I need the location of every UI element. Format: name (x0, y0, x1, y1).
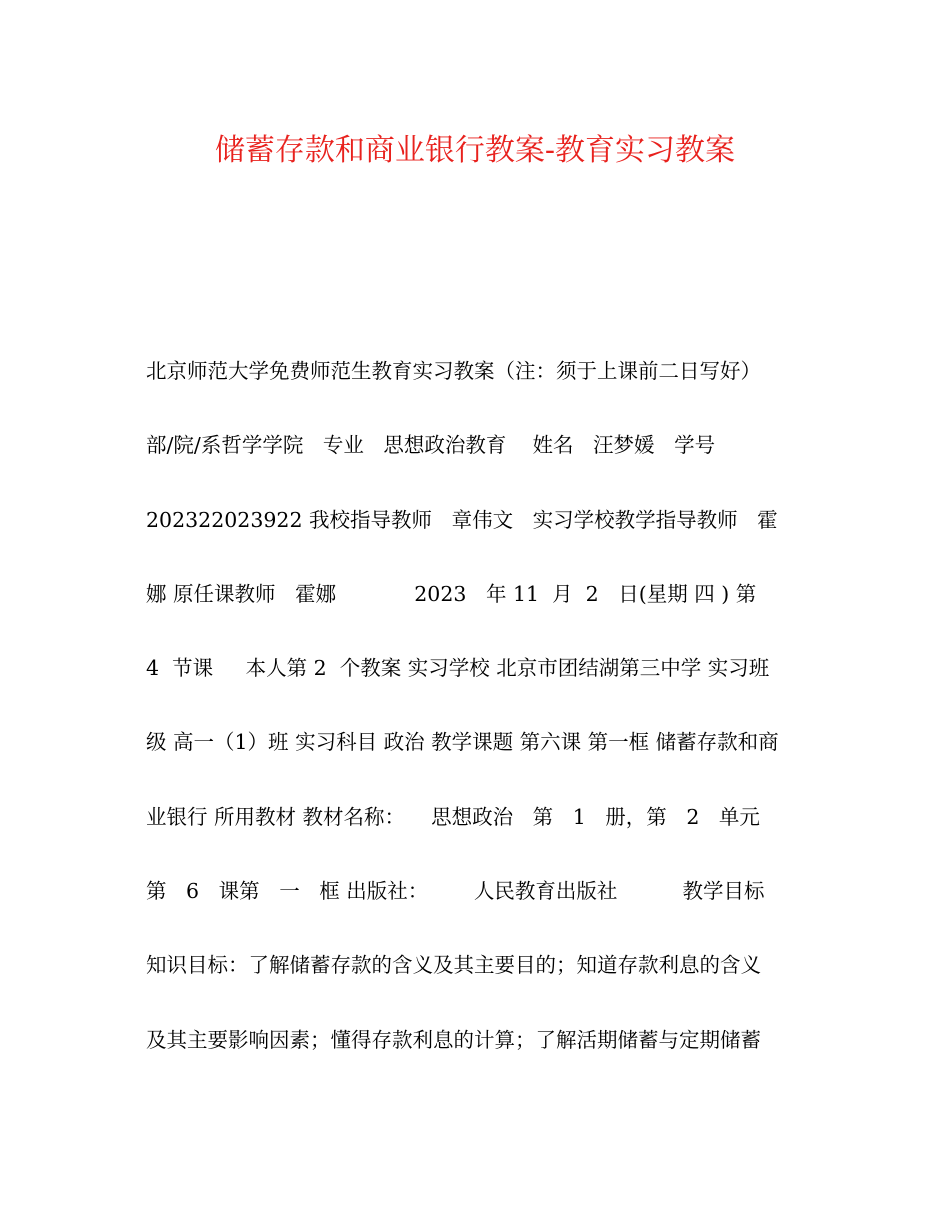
body-line: 娜 原任课教师 霍娜 2023 年 11 月 2 日(星期 四 ) 第 (146, 581, 757, 606)
body-line: 北京师范大学免费师范生教育实习教案（注：须于上课前二日写好） (146, 359, 761, 383)
body-line: 知识目标：了解储蓄存款的含义及其主要目的；知道存款利息的含义 (146, 953, 761, 978)
body-line: 及其主要影响因素；懂得存款利息的计算；了解活期储蓄与定期储蓄 (146, 1027, 761, 1052)
body-line: 202322023922 我校指导教师 章伟文 实习学校教学指导教师 霍 (146, 507, 778, 532)
body-line: 第 6 课第 一 框 出版社： 人民教育出版社 教学目标 (146, 879, 765, 904)
document-body (146, 356, 806, 1099)
body-line: 级 高一（1）班 实习科目 政治 教学课题 第六课 第一框 储蓄存款和商 (146, 730, 779, 755)
body-line: 4 节课 本人第 2 个教案 实习学校 北京市团结湖第三中学 实习班 (146, 656, 770, 681)
document-title: 储蓄存款和商业银行教案-教育实习教案 (214, 133, 736, 168)
body-line: 业银行 所用教材 教材名称： 思想政治 第 1 册，第 2 单元 (146, 804, 760, 829)
body-line: 部/院/系哲学学院 专业 思想政治教育 姓名 汪梦媛 学号 (146, 433, 716, 458)
